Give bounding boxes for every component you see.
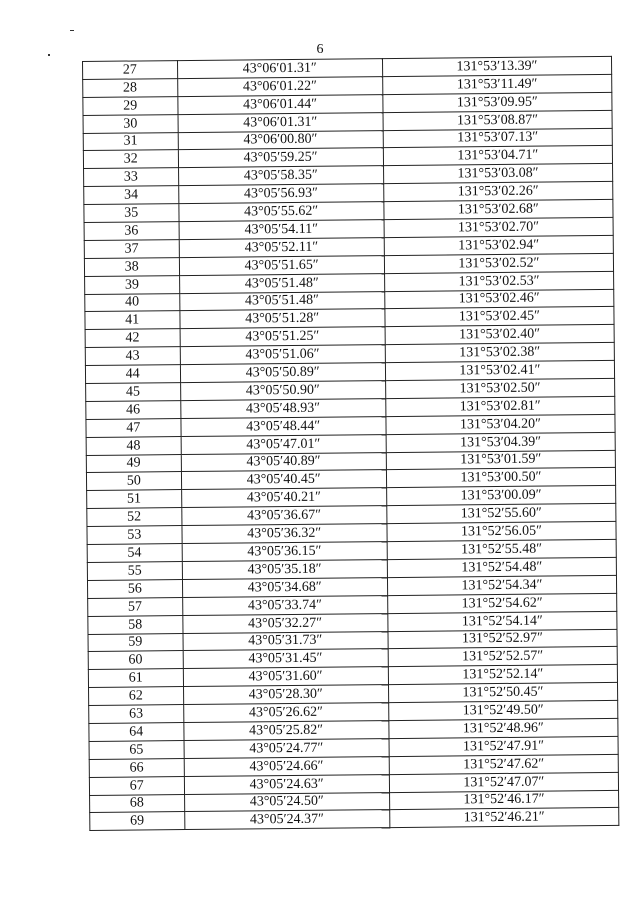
- point-number-cell: 30: [83, 114, 178, 133]
- point-number-cell: 57: [88, 597, 183, 616]
- point-number-cell: 56: [87, 579, 182, 598]
- latitude-cell: 43°05′48.44″: [180, 416, 385, 436]
- point-number-cell: 36: [84, 222, 179, 241]
- point-number-cell: 45: [86, 383, 181, 402]
- point-number-cell: 39: [85, 275, 180, 294]
- longitude-cell: 131°52′50.45″: [388, 683, 617, 703]
- latitude-cell: 43°05′31.60″: [183, 667, 388, 687]
- latitude-cell: 43°05′52.11″: [179, 238, 384, 258]
- latitude-cell: 43°05′55.62″: [178, 202, 383, 222]
- longitude-cell: 131°52′47.07″: [389, 772, 618, 792]
- longitude-cell: 131°53′04.71″: [383, 146, 612, 166]
- latitude-cell: 43°05′56.93″: [178, 184, 383, 204]
- point-number-cell: 66: [89, 758, 184, 777]
- longitude-cell: 131°53′07.13″: [383, 128, 612, 148]
- scan-speck: [70, 30, 74, 31]
- longitude-cell: 131°53′01.59″: [386, 450, 615, 470]
- point-number-cell: 55: [87, 562, 182, 581]
- latitude-cell: 43°05′32.27″: [182, 613, 387, 633]
- point-number-cell: 48: [86, 436, 181, 455]
- point-number-cell: 63: [89, 705, 184, 724]
- longitude-cell: 131°52′55.48″: [387, 539, 616, 559]
- point-number-cell: 52: [87, 508, 182, 527]
- latitude-cell: 43°05′51.28″: [179, 309, 384, 329]
- latitude-cell: 43°05′40.21″: [181, 488, 386, 508]
- longitude-cell: 131°52′54.48″: [387, 557, 616, 577]
- latitude-cell: 43°05′31.73″: [183, 631, 388, 651]
- point-number-cell: 67: [89, 776, 184, 795]
- longitude-cell: 131°52′54.34″: [387, 575, 616, 595]
- point-number-cell: 51: [87, 490, 182, 509]
- longitude-cell: 131°52′46.21″: [390, 808, 619, 828]
- latitude-cell: 43°05′40.45″: [181, 470, 386, 490]
- longitude-cell: 131°53′02.50″: [385, 378, 614, 398]
- point-number-cell: 61: [88, 669, 183, 688]
- latitude-cell: 43°06′01.22″: [177, 77, 382, 97]
- latitude-cell: 43°05′25.82″: [183, 721, 388, 741]
- latitude-cell: 43°05′36.32″: [182, 524, 387, 544]
- point-number-cell: 35: [84, 204, 179, 223]
- latitude-cell: 43°05′51.25″: [180, 327, 385, 347]
- longitude-cell: 131°53′02.53″: [384, 271, 613, 291]
- coordinates-table-body: [83, 56, 619, 830]
- point-number-cell: 60: [88, 651, 183, 670]
- latitude-cell: 43°05′47.01″: [181, 434, 386, 454]
- point-number-cell: 64: [89, 723, 184, 742]
- longitude-cell: 131°52′55.60″: [387, 504, 616, 524]
- latitude-cell: 43°05′34.68″: [182, 577, 387, 597]
- latitude-cell: 43°05′59.25″: [178, 148, 383, 168]
- point-number-cell: 43: [85, 347, 180, 366]
- latitude-cell: 43°05′35.18″: [182, 560, 387, 580]
- latitude-cell: 43°05′26.62″: [183, 703, 388, 723]
- point-number-cell: 34: [84, 186, 179, 205]
- latitude-cell: 43°05′51.48″: [179, 291, 384, 311]
- longitude-cell: 131°53′02.40″: [385, 325, 614, 345]
- longitude-cell: 131°53′02.52″: [384, 253, 613, 273]
- longitude-cell: 131°52′47.91″: [389, 736, 618, 756]
- latitude-cell: 43°05′24.66″: [184, 756, 389, 776]
- point-number-cell: 47: [86, 418, 181, 437]
- point-number-cell: 53: [87, 526, 182, 545]
- longitude-cell: 131°52′52.57″: [388, 647, 617, 667]
- longitude-cell: 131°52′48.96″: [389, 718, 618, 738]
- point-number-cell: 33: [84, 168, 179, 187]
- longitude-cell: 131°53′02.81″: [386, 396, 615, 416]
- point-number-cell: 32: [83, 150, 178, 169]
- point-number-cell: 42: [85, 329, 180, 348]
- longitude-cell: 131°52′56.05″: [387, 522, 616, 542]
- point-number-cell: 58: [88, 615, 183, 634]
- longitude-cell: 131°53′03.08″: [383, 164, 612, 184]
- longitude-cell: 131°53′02.41″: [385, 361, 614, 381]
- point-number-cell: 31: [83, 132, 178, 151]
- latitude-cell: 43°05′51.06″: [180, 345, 385, 365]
- latitude-cell: 43°05′48.93″: [180, 399, 385, 419]
- point-number-cell: 29: [83, 96, 178, 115]
- longitude-cell: 131°52′47.62″: [389, 754, 618, 774]
- longitude-cell: 131°52′54.14″: [388, 611, 617, 631]
- latitude-cell: 43°05′50.89″: [180, 363, 385, 383]
- table-row: [90, 808, 619, 831]
- latitude-cell: 43°05′58.35″: [178, 166, 383, 186]
- latitude-cell: 43°06′01.44″: [177, 94, 382, 114]
- point-number-cell: 37: [84, 239, 179, 258]
- longitude-cell: 131°53′02.26″: [384, 182, 613, 202]
- longitude-cell: 131°53′02.45″: [385, 307, 614, 327]
- longitude-cell: 131°52′46.17″: [389, 790, 618, 810]
- longitude-cell: 131°53′11.49″: [382, 74, 611, 94]
- longitude-cell: 131°52′49.50″: [388, 700, 617, 720]
- latitude-cell: 43°05′51.65″: [179, 255, 384, 275]
- latitude-cell: 43°05′24.50″: [184, 792, 389, 812]
- point-number-cell: 46: [86, 400, 181, 419]
- latitude-cell: 43°05′36.67″: [181, 506, 386, 526]
- point-number-cell: 65: [89, 740, 184, 759]
- longitude-cell: 131°53′02.94″: [384, 235, 613, 255]
- point-number-cell: 27: [83, 61, 178, 80]
- point-number-cell: 54: [87, 544, 182, 563]
- latitude-cell: 43°05′28.30″: [183, 685, 388, 705]
- point-number-cell: 50: [86, 472, 181, 491]
- coordinates-table: [82, 56, 619, 831]
- page-number: 6: [316, 42, 324, 57]
- latitude-cell: 43°05′24.77″: [184, 738, 389, 758]
- longitude-cell: 131°53′02.68″: [384, 200, 613, 220]
- latitude-cell: 43°06′01.31″: [178, 112, 383, 132]
- longitude-cell: 131°53′04.39″: [386, 432, 615, 452]
- point-number-cell: 69: [90, 812, 185, 831]
- point-number-cell: 44: [85, 365, 180, 384]
- longitude-cell: 131°53′00.50″: [386, 468, 615, 488]
- longitude-cell: 131°52′54.62″: [387, 593, 616, 613]
- longitude-cell: 131°53′13.39″: [382, 56, 611, 76]
- point-number-cell: 38: [84, 257, 179, 276]
- point-number-cell: 41: [85, 311, 180, 330]
- latitude-cell: 43°05′33.74″: [182, 595, 387, 615]
- longitude-cell: 131°52′52.97″: [388, 629, 617, 649]
- longitude-cell: 131°53′08.87″: [383, 110, 612, 130]
- latitude-cell: 43°05′31.45″: [183, 649, 388, 669]
- latitude-cell: 43°05′51.48″: [179, 273, 384, 293]
- latitude-cell: 43°05′40.89″: [181, 452, 386, 472]
- latitude-cell: 43°06′00.80″: [178, 130, 383, 150]
- longitude-cell: 131°52′52.14″: [388, 665, 617, 685]
- point-number-cell: 28: [83, 78, 178, 97]
- point-number-cell: 62: [89, 687, 184, 706]
- point-number-cell: 40: [85, 293, 180, 312]
- latitude-cell: 43°05′54.11″: [179, 220, 384, 240]
- latitude-cell: 43°05′36.15″: [182, 542, 387, 562]
- latitude-cell: 43°05′24.63″: [184, 774, 389, 794]
- point-number-cell: 59: [88, 633, 183, 652]
- longitude-cell: 131°53′02.70″: [384, 217, 613, 237]
- longitude-cell: 131°53′00.09″: [386, 486, 615, 506]
- longitude-cell: 131°53′02.38″: [385, 343, 614, 363]
- point-number-cell: 68: [90, 794, 185, 813]
- latitude-cell: 43°05′24.37″: [184, 810, 389, 830]
- point-number-cell: 49: [86, 454, 181, 473]
- longitude-cell: 131°53′09.95″: [383, 92, 612, 112]
- latitude-cell: 43°05′50.90″: [180, 381, 385, 401]
- longitude-cell: 131°53′04.20″: [386, 414, 615, 434]
- latitude-cell: 43°06′01.31″: [177, 59, 382, 79]
- longitude-cell: 131°53′02.46″: [385, 289, 614, 309]
